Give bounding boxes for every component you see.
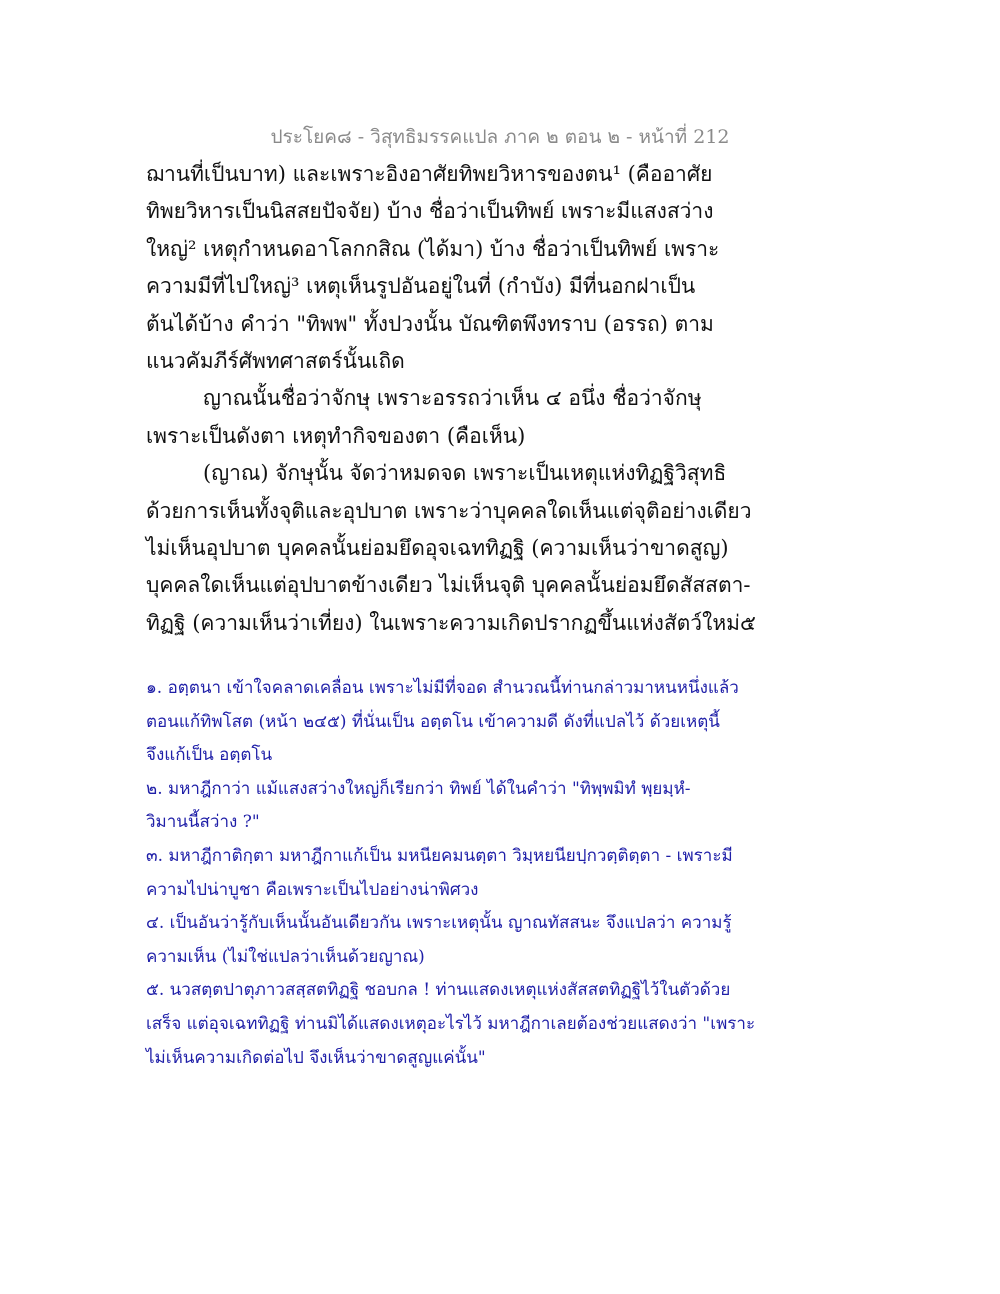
body-line: ความมีที่ไปใหญ่³ เหตุเห็นรูปอันอยู่ในที่ (กำบัง) มีที่นอกฝาเป็น (146, 274, 696, 299)
footnote-line: ๓. มหาฎีกาติกฺตา มหาฎีกาแก้เป็น มหนียคมนตฺตา วิมฺหยนียปฺกวตฺติตฺตา - เพราะมี (146, 845, 733, 866)
footnote-line: ความไปน่าบูชา คือเพราะเป็นไปอย่างน่าพิศวง (146, 879, 479, 900)
footnote-line: ไม่เห็นความเกิดต่อไป จึงเห็นว่าขาดสูญแค่นั้น" (146, 1047, 486, 1068)
body-line: ไม่เห็นอุปบาต บุคคลนั้นย่อมยึดอุจเฉททิฏฐิ (ความเห็นว่าขาดสูญ) (146, 535, 729, 560)
body-line: ทิพยวิหารเป็นนิสสยปัจจัย) บ้าง ชื่อว่าเป็นทิพย์ เพราะมีแสงสว่าง (146, 199, 714, 224)
footnote-line: ความเห็น (ไม่ใช่แปลว่าเห็นด้วยญาณ) (146, 946, 425, 967)
body-line: ฌานที่เป็นบาท) และเพราะอิงอาศัยทิพยวิหารของตน¹ (คืออาศัย (146, 162, 713, 186)
body-line: บุคคลใดเห็นแต่อุปบาตข้างเดียว ไม่เห็นจุติ บุคคลนั้นย่อมยึดสัสสตา- (146, 573, 751, 598)
footnote-line: ตอนแก้ทิพโสต (หน้า ๒๔๕) ที่นั่นเป็น อตฺตโน เข้าความดี ดังที่แปลไว้ ด้วยเหตุนี้ (146, 711, 720, 732)
footnote-line: วิมานนี้สว่าง ?" (146, 812, 260, 833)
page-header: ประโยค๘ - วิสุทธิมรรคแปล ภาค ๒ ตอน ๒ - หน้าที่ 212 (270, 126, 730, 148)
footnote-line: ๑. อตฺตนา เข้าใจคลาดเคลื่อน เพราะไม่มีที่จอด สำนวณนี้ท่านกล่าวมาหนหนึ่งแล้ว (146, 678, 739, 698)
body-line: ทิฏฐิ (ความเห็นว่าเที่ยง) ในเพราะความเกิดปรากฏขึ้นแห่งสัตว์ใหม่๕ (146, 610, 756, 635)
body-line: ใหญ่² เหตุกำหนดอาโลกกสิณ (ได้มา) บ้าง ชื่อว่าเป็นทิพย์ เพราะ (146, 236, 720, 261)
footnote-line: ๔. เป็นอันว่ารู้กับเห็นนั้นอันเดียวกัน เพราะเหตุนั้น ญาณทัสสนะ จึงแปลว่า ความรู้ (146, 913, 732, 934)
footnotes (146, 672, 866, 1075)
body-line: ด้วยการเห็นทั้งจุติและอุปบาต เพราะว่าบุคคลใดเห็นแต่จุติอย่างเดียว (146, 498, 752, 523)
footnote-line: ๒. มหาฎีกาว่า แม้แสงสว่างใหญ่ก็เรียกว่า ทิพย์ ได้ในคำว่า "ทิพฺพมิทํ พฺยมฺหํ- (146, 778, 691, 799)
footnote-line: จึงแก้เป็น อตฺตโน (146, 745, 273, 766)
footnote-line: เสร็จ แต่อุจเฉททิฏฐิ ท่านมิได้แสดงเหตุอะไรไว้ มหาฎีกาเลยต้องช่วยแสดงว่า "เพราะ (146, 1013, 756, 1034)
body-line-indented: (ญาณ) จักษุนั้น จัดว่าหมดจด เพราะเป็นเหตุแห่งทิฏฐิวิสุทธิ (203, 461, 727, 486)
footnote-line: ๕. นวสตฺตปาตุภาวสสฺสตทิฏฐิ ชอบกล ! ท่านแสดงเหตุแห่งสัสสตทิฏฐิไว้ในตัวด้วย (146, 980, 731, 1001)
body-line-indented: ญาณนั้นชื่อว่าจักษุ เพราะอรรถว่าเห็น ๔ อนึ่ง ชื่อว่าจักษุ (203, 386, 702, 411)
body-text (146, 156, 866, 642)
body-line: แนวคัมภีร์ศัพทศาสตร์นั้นเถิด (146, 348, 405, 373)
body-line: เพราะเป็นดังตา เหตุทำกิจของตา (คือเห็น) (146, 423, 526, 448)
body-line: ต้นได้บ้าง คำว่า "ทิพพ" ทั้งปวงนั้น บัณฑิตพึงทราบ (อรรถ) ตาม (146, 311, 714, 336)
